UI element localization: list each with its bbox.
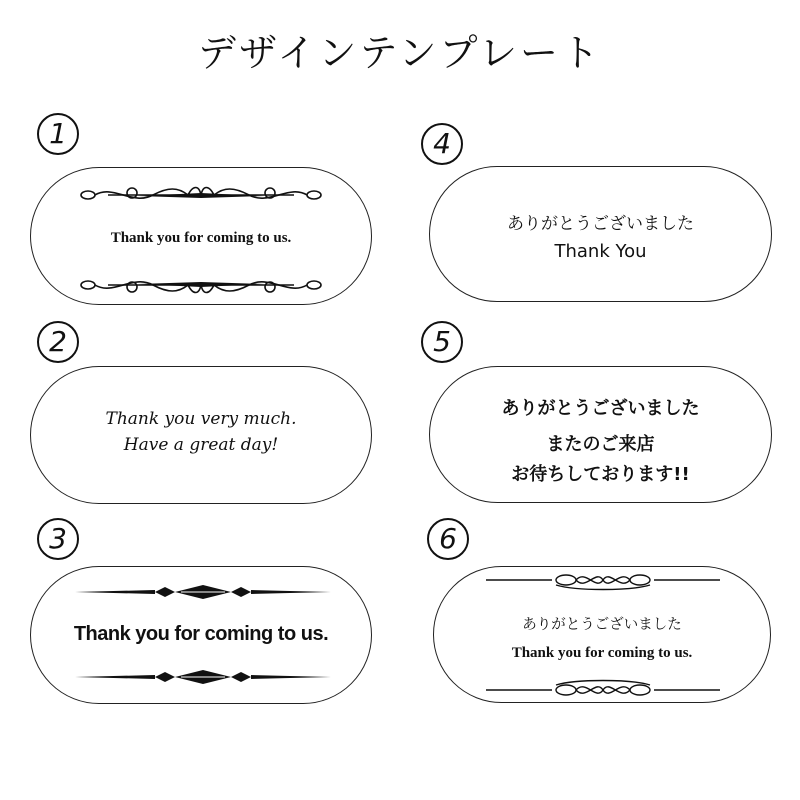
template-number-1: 1 bbox=[37, 113, 79, 155]
flourish-bottom-icon bbox=[78, 272, 324, 298]
template-card-4 bbox=[429, 166, 772, 302]
card-text-line: Thank you for coming to us. bbox=[73, 623, 329, 645]
card-text-line: Thank you very much. bbox=[105, 409, 297, 429]
template-card-6 bbox=[433, 566, 771, 703]
template-number-5: 5 bbox=[421, 321, 463, 363]
template-number-2: 2 bbox=[37, 321, 79, 363]
template-number-3: 3 bbox=[37, 518, 79, 560]
template-card-1 bbox=[30, 167, 372, 305]
card-text-line: またのご来店 bbox=[546, 434, 655, 455]
template-card-3 bbox=[30, 566, 372, 704]
template-card-5 bbox=[429, 366, 772, 503]
scroll-ornament-top-icon bbox=[486, 571, 720, 593]
card-text-line: Have a great day! bbox=[123, 435, 279, 455]
diamond-divider-top-icon bbox=[75, 584, 331, 600]
card-text-line: お待ちしております!! bbox=[511, 464, 690, 485]
template-card-2 bbox=[30, 366, 372, 504]
template-number-6: 6 bbox=[427, 518, 469, 560]
diamond-divider-bottom-icon bbox=[75, 669, 331, 685]
flourish-top-icon bbox=[78, 182, 324, 208]
page-title: デザインテンプレート bbox=[198, 31, 602, 75]
card-text-line: Thank you for coming to us. bbox=[110, 230, 292, 246]
template-number-4: 4 bbox=[421, 123, 463, 165]
card-text-line: ありがとうございました bbox=[507, 214, 694, 234]
card-text-line: Thank You bbox=[554, 241, 647, 262]
card-text-line: Thank you for coming to us. bbox=[511, 645, 693, 661]
card-text-line: ありがとうございました bbox=[501, 398, 700, 419]
scroll-ornament-bottom-icon bbox=[486, 677, 720, 699]
card-text-line: ありがとうございました bbox=[522, 617, 682, 633]
